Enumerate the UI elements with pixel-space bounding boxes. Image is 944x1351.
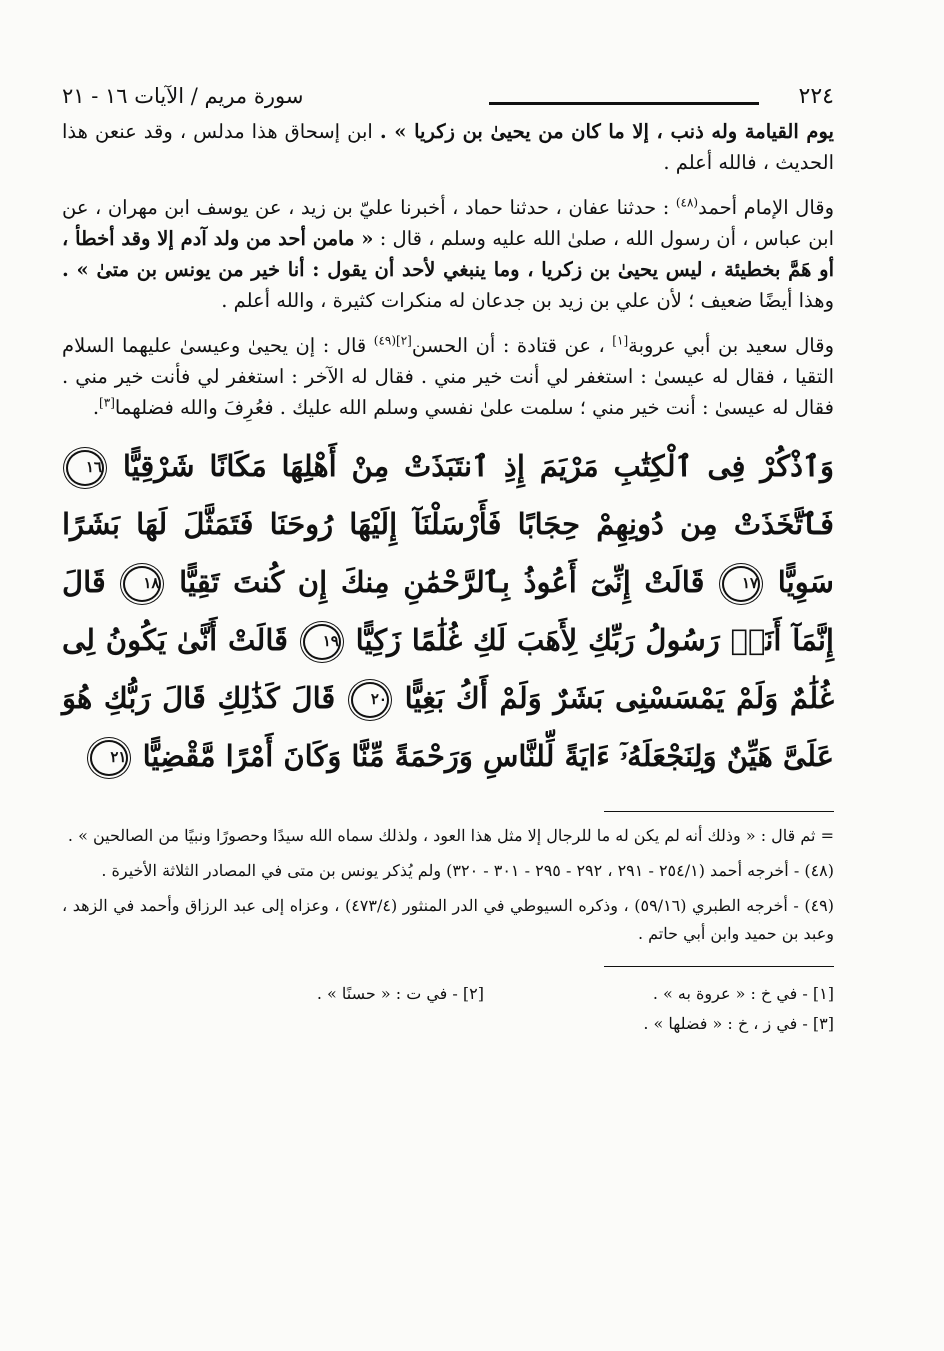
paragraph-1 — [62, 116, 834, 178]
hadith-quote: يوم القيامة وله ذنب ، إلا ما كان من يحيىٰ بن زكريا » . — [379, 120, 834, 143]
note-1: [١] - في خ : « عروة به » . — [652, 984, 834, 1003]
notes-row — [62, 1009, 834, 1039]
page-header — [62, 82, 834, 116]
paragraph-3 — [62, 330, 834, 423]
ayah-text: قَالَ كَذَٰلِكِ قَالَ رَبُّكِ هُوَ عَلَىَّ هَيِّنٌ وَلِنَجْعَلَهُۥٓ ءَايَةً لِّلنَّاسِ وَرَحْمَةً مِّنَّا وَكَانَ أَمْرًا مَّقْضِيًّا — [62, 681, 834, 773]
ayah-text: قَالَتْ إِنِّىٓ أَعُوذُ بِٱلرَّحْمَٰنِ مِنكَ إِن كُنتَ تَقِيًّا — [179, 565, 705, 599]
paragraph-text: ابن إسحاق هذا مدلس ، وقد عنعن هذا الحديث ، فالله أعلم . — [62, 120, 834, 174]
notes-row — [62, 979, 834, 1009]
ayah-number-badge: ١٦ — [66, 450, 104, 486]
body-text — [62, 116, 834, 423]
quran-passage — [62, 437, 834, 785]
ayah-number-badge: ١٩ — [303, 624, 341, 660]
paragraph-text: وهذا أيضًا ضعيف ؛ لأن علي بن زيد بن جدعان له منكرات كثيرة ، والله أعلم . — [221, 289, 834, 312]
note-2: [٢] - في ت : « حسنًا » . — [316, 984, 484, 1003]
ayah-text: قَالَ إِنَّمَآ أَنَا۠ رَسُولُ رَبِّكِ لِأَهَبَ لَكِ غُلَٰمًا زَكِيًّا — [62, 565, 834, 657]
paragraph-text: وقال الإمام أحمد — [698, 196, 834, 219]
footnote-divider — [604, 811, 834, 812]
footnote-ref: [٣] — [99, 395, 115, 410]
paragraph-text: . — [92, 396, 100, 419]
paragraph-text: : حدثنا عفان ، حدثنا حماد ، أخبرنا عليّ بن زيد ، عن يوسف ابن مهران ، عن ابن عباس ، أن رسول الله ، صلىٰ الله عليه وسلم ، قال : — [62, 196, 834, 250]
paragraph-text: وقال سعيد بن أبي عروبة — [628, 334, 834, 357]
paragraph-text: ، عن قتادة : أن الحسن — [411, 334, 613, 357]
footnote-ref: [١] — [612, 333, 629, 348]
paragraph-text: قال : إن يحيىٰ وعيسىٰ عليهما السلام التقيا ، فقال له عيسىٰ : استغفر لي أنت خير مني . فقال له الآخر : استغفر لي فأنت خير مني . فقال له عيسىٰ : أنت خير مني ؛ سلمت علىٰ نفسي وسلم الله عليك . فعُرِفَ والله فضلهما — [62, 334, 834, 419]
footnote-continuation: = ثم قال : « وذلك أنه لم يكن له ما للرجال إلا مثل هذا العود ، ولذلك سماه الله سيدًا وحصورًا ونبيًا من الصالحين » . — [67, 826, 834, 845]
footnote-49: (٤٩) - أخرجه الطبري (٥٩/١٦) ، وذكره السيوطي في الدر المنثور (٤٧٣/٤) ، وعزاه إلى عبد الرزاق وأحمد في الزهد ، وعبد بن حميد وابن أبي حاتم . — [62, 896, 834, 943]
page-number: ٢٢٤ — [798, 84, 834, 109]
footnotes — [62, 822, 834, 948]
note-3: [٣] - في ز ، خ : « فضلها » . — [643, 1014, 834, 1033]
ayah-number-badge: ١٨ — [123, 566, 161, 602]
footnote-ref: [٢](٤٩) — [373, 333, 412, 348]
variant-notes — [62, 979, 834, 1039]
footnote-ref: (٤٨) — [675, 195, 699, 210]
ayah-number-badge: ٢١ — [90, 740, 128, 776]
ayah-text: فَٱتَّخَذَتْ مِن دُونِهِمْ حِجَابًا فَأَرْسَلْنَآ إِلَيْهَا رُوحَنَا فَتَمَثَّلَ لَهَا بَشَرًا سَوِيًّا — [62, 507, 834, 599]
ayah-number-badge: ١٧ — [722, 566, 760, 602]
paragraph-2 — [62, 192, 834, 316]
hadith-quote: « مامن أحد من ولد آدم إلا وقد أخطأ ، أو هَمَّ بخطيئة ، ليس يحيىٰ بن زكريا ، وما ينبغي لأحد أن يقول : أنا خير من يونس بن متىٰ » . — [62, 227, 834, 281]
ayah-text: قَالَتْ أَنَّىٰ يَكُونُ لِى غُلَٰمٌ وَلَمْ يَمْسَسْنِى بَشَرٌ وَلَمْ أَكُ بَغِيًّا — [62, 623, 834, 715]
section-title: سورة مريم / الآيات ١٦ - ٢١ — [62, 84, 304, 108]
footnote-48: (٤٨) - أخرجه أحمد (٢٥٤/١ - ٢٩١ ، ٢٩٢ - ٢٩٥ - ٣٠١ - ٣٢٠) ولم يُذكر يونس بن متى في المصادر الثلاثة الأخيرة . — [101, 861, 834, 880]
book-page — [62, 82, 834, 1039]
ayah-text: وَٱذْكُرْ فِى ٱلْكِتَٰبِ مَرْيَمَ إِذِ ٱنتَبَذَتْ مِنْ أَهْلِهَا مَكَانًا شَرْقِيًّا — [122, 449, 834, 483]
ayah-number-badge: ٢٠ — [351, 682, 389, 718]
header-rule — [489, 102, 759, 105]
notes-divider — [604, 966, 834, 967]
